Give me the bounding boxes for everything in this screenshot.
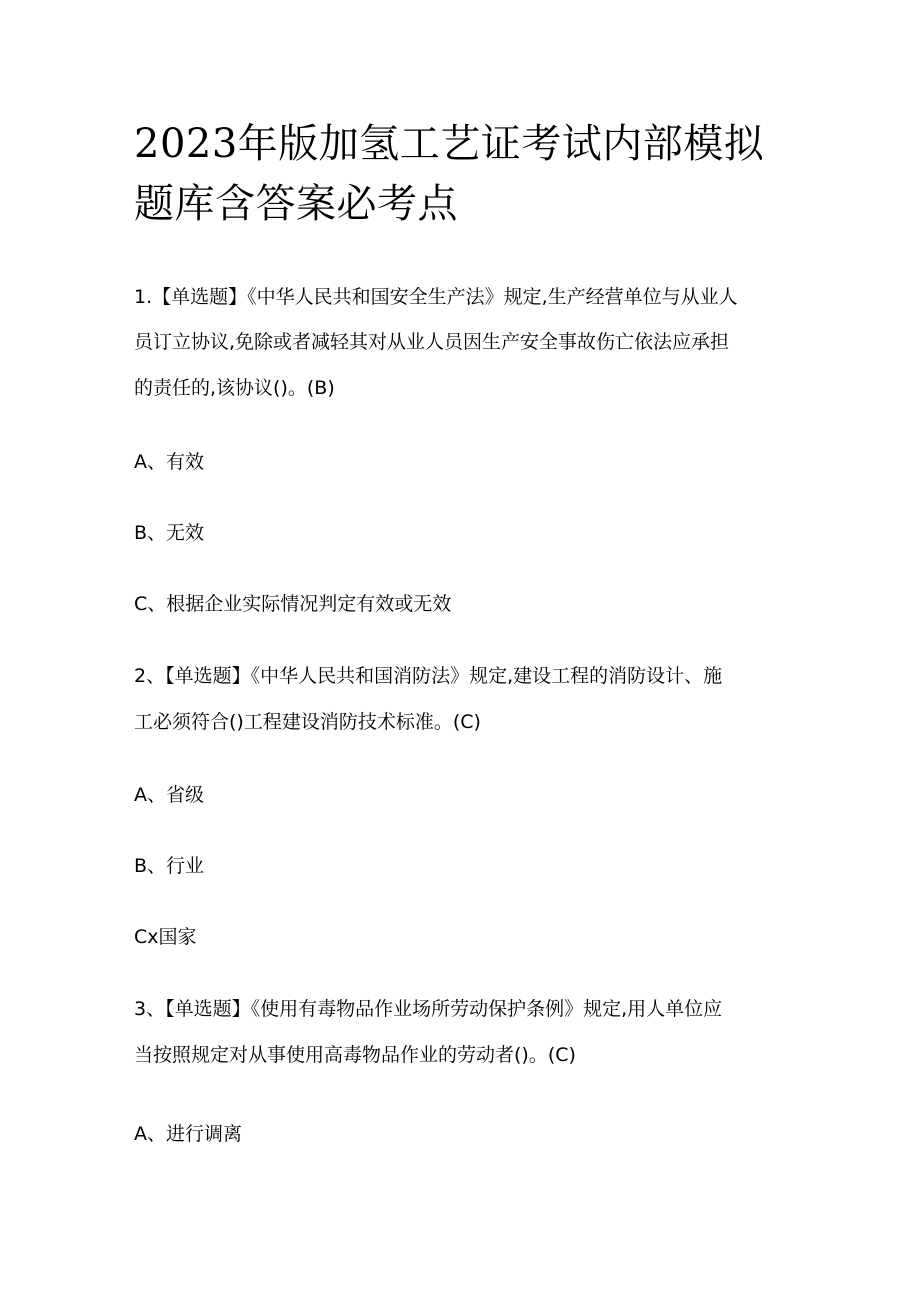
document-title-line-2: 题库含答案必考点: [134, 181, 458, 227]
question-2-option-c: Cx国家: [134, 926, 197, 948]
question-1-option-c: C、根据企业实际情况判定有效或无效: [134, 593, 452, 615]
question-3-text-line-1: 3、【单选题】《使用有毒物品作业场所劳动保护条例》规定,用人单位应: [134, 998, 723, 1020]
question-2-text-line-2: 工必须符合()工程建设消防技术标准。(C): [134, 711, 481, 733]
question-1-text-line-1: 1.【单选题】《中华人民共和国安全生产法》规定,生产经营单位与从业人: [134, 286, 738, 308]
question-1-text-line-3: 的责任的,该协议()。(B): [134, 377, 335, 399]
question-2-option-b: B、行业: [134, 855, 205, 877]
question-1-text-line-2: 员订立协议,免除或者减轻其对从业人员因生产安全事故伤亡依法应承担: [134, 331, 730, 353]
question-2-text-line-1: 2、【单选题】《中华人民共和国消防法》规定,建设工程的消防设计、施: [134, 665, 723, 687]
question-1-option-a: A、有效: [134, 451, 204, 473]
document-title-line-1: 2023年版加氢工艺证考试内部模拟: [134, 121, 765, 167]
question-2-option-a: A、省级: [134, 784, 204, 806]
question-3-option-a: A、进行调离: [134, 1123, 242, 1145]
question-1-option-b: B、无效: [134, 522, 205, 544]
question-3-text-line-2: 当按照规定对从事使用高毒物品作业的劳动者()。(C): [134, 1044, 576, 1066]
